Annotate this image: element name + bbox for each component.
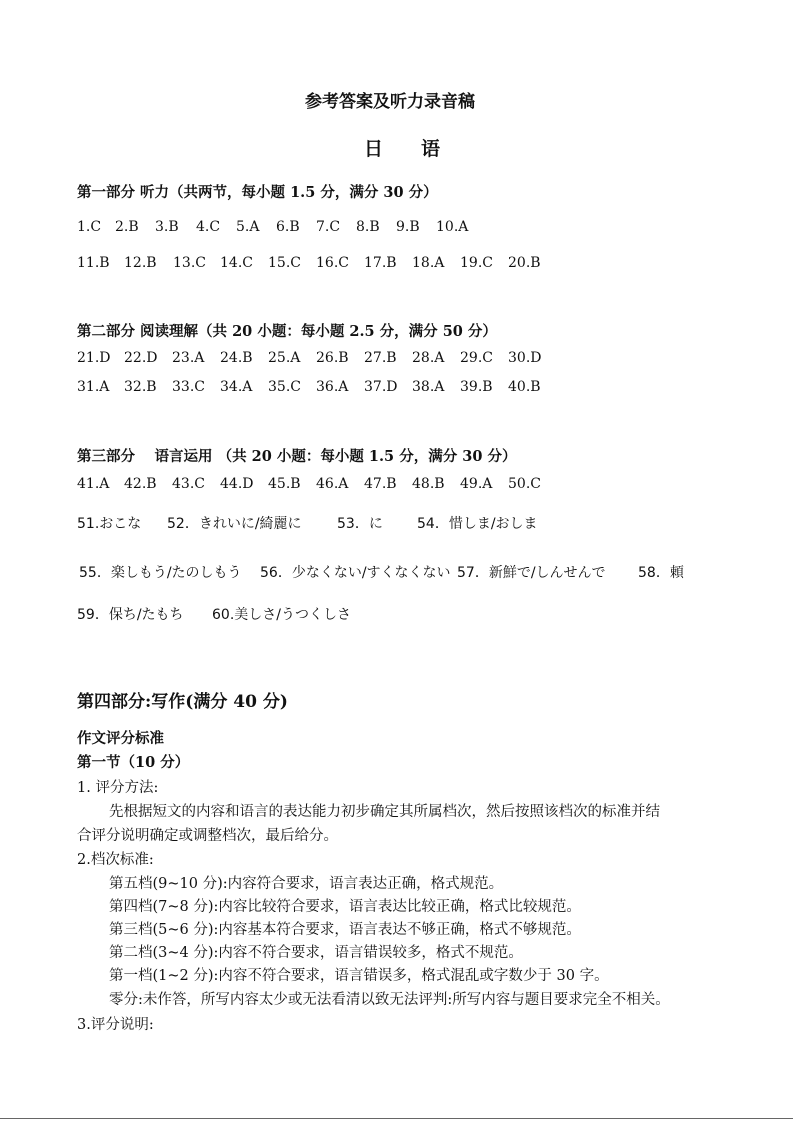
answer-item: 39.B [460,379,493,395]
subject-title: 日 语 [364,138,441,160]
answer-item: 22.D [124,350,158,366]
answer-item: 12.B [124,255,157,271]
answer-item: 43.C [172,476,205,492]
part2-heading: 第二部分 阅读理解（共 20 小题：每小题 2.5 分，满分 50 分） [77,323,497,340]
fill-answer-item: 57．新鮮で/しんせんで [457,565,606,581]
fill-answer-item: 51.おこな [77,516,142,532]
answer-item: 11.B [77,255,110,271]
fill-answer-item: 55．楽しもう/たのしもう [79,565,242,581]
answer-item: 30.D [508,350,542,366]
answer-item: 2.B [115,219,139,235]
answer-item: 19.C [460,255,493,271]
answer-item: 17.B [364,255,397,271]
answer-item: 10.A [436,219,469,235]
section1-title: 第一节（10 分） [77,754,190,771]
answer-item: 23.A [172,350,205,366]
answer-item: 3.B [155,219,179,235]
fill-answer-item: 52．きれいに/綺麗に [167,516,302,532]
answer-item: 32.B [124,379,157,395]
criteria-title: 作文评分标准 [77,730,164,747]
answer-item: 49.A [460,476,493,492]
answer-item: 31.A [77,379,110,395]
answer-item: 8.B [356,219,380,235]
answer-item: 7.C [316,219,341,235]
answer-item: 36.A [316,379,349,395]
answer-item: 48.B [412,476,445,492]
answer-item: 27.B [364,350,397,366]
level-item: 第二档(3~4 分):内容不符合要求，语言错误较多，格式不规范。 [109,945,523,961]
answer-item: 40.B [508,379,541,395]
level-item: 第五档(9~10 分):内容符合要求，语言表达正确，格式规范。 [109,876,504,892]
answer-item: 34.A [220,379,253,395]
answer-item: 13.C [173,255,206,271]
answer-item: 47.B [364,476,397,492]
fill-answer-item: 58．頼 [638,565,684,581]
fill-answer-item: 56．少なくない/すくなくない [260,565,451,581]
fill-answer-item: 54．惜しま/おしま [417,516,538,532]
answer-item: 9.B [396,219,420,235]
answer-item: 20.B [508,255,541,271]
notes-label: 3.评分说明: [77,1017,154,1033]
answer-item: 42.B [124,476,157,492]
answer-item: 35.C [268,379,301,395]
page-bottom-rule [0,1118,793,1119]
answer-item: 24.B [220,350,253,366]
answer-item: 33.C [172,379,205,395]
answer-item: 6.B [276,219,300,235]
part3-heading: 第三部分 语言运用 （共 20 小题：每小题 1.5 分，满分 30 分） [77,448,517,465]
fill-answer-item: 59．保ち/たもち [77,607,184,623]
levels-label: 2.档次标准: [77,852,154,868]
answer-item: 16.C [316,255,349,271]
level-item: 第一档(1~2 分):内容不符合要求，语言错误多，格式混乱或字数少于 30 字。 [109,968,609,984]
method-label: 1. 评分方法: [77,780,159,796]
answer-item: 18.A [412,255,445,271]
answer-item: 4.C [196,219,221,235]
level-item: 第三档(5~6 分):内容基本符合要求，语言表达不够正确，格式不够规范。 [109,922,581,938]
answer-item: 5.A [236,219,260,235]
fill-answer-item: 53．に [337,516,383,532]
answer-item: 41.A [77,476,110,492]
answer-item: 45.B [268,476,301,492]
method-text-line2: 合评分说明确定或调整档次，最后给分。 [77,828,338,844]
answer-item: 28.A [412,350,445,366]
fill-answer-item: 60.美しさ/うつくしさ [212,607,351,623]
document-title: 参考答案及听力录音稿 [305,92,475,112]
answer-item: 1.C [77,219,102,235]
part1-heading: 第一部分 听力（共两节，每小题 1.5 分，满分 30 分） [77,184,438,201]
answer-item: 26.B [316,350,349,366]
answer-item: 29.C [460,350,493,366]
answer-item: 21.D [77,350,111,366]
level-item: 第四档(7~8 分):内容比较符合要求，语言表达比较正确，格式比较规范。 [109,899,581,915]
method-text-line1: 先根据短文的内容和语言的表达能力初步确定其所属档次，然后按照该档次的标准并结 [109,804,660,820]
level-item: 零分:未作答，所写内容太少或无法看清以致无法评判:所写内容与题目要求完全不相关。 [109,992,670,1008]
answer-item: 14.C [220,255,253,271]
answer-item: 38.A [412,379,445,395]
part4-heading: 第四部分:写作(满分 40 分) [77,692,288,712]
answer-item: 46.A [316,476,349,492]
answer-item: 15.C [268,255,301,271]
answer-item: 37.D [364,379,398,395]
answer-item: 50.C [508,476,541,492]
answer-item: 44.D [220,476,254,492]
answer-item: 25.A [268,350,301,366]
